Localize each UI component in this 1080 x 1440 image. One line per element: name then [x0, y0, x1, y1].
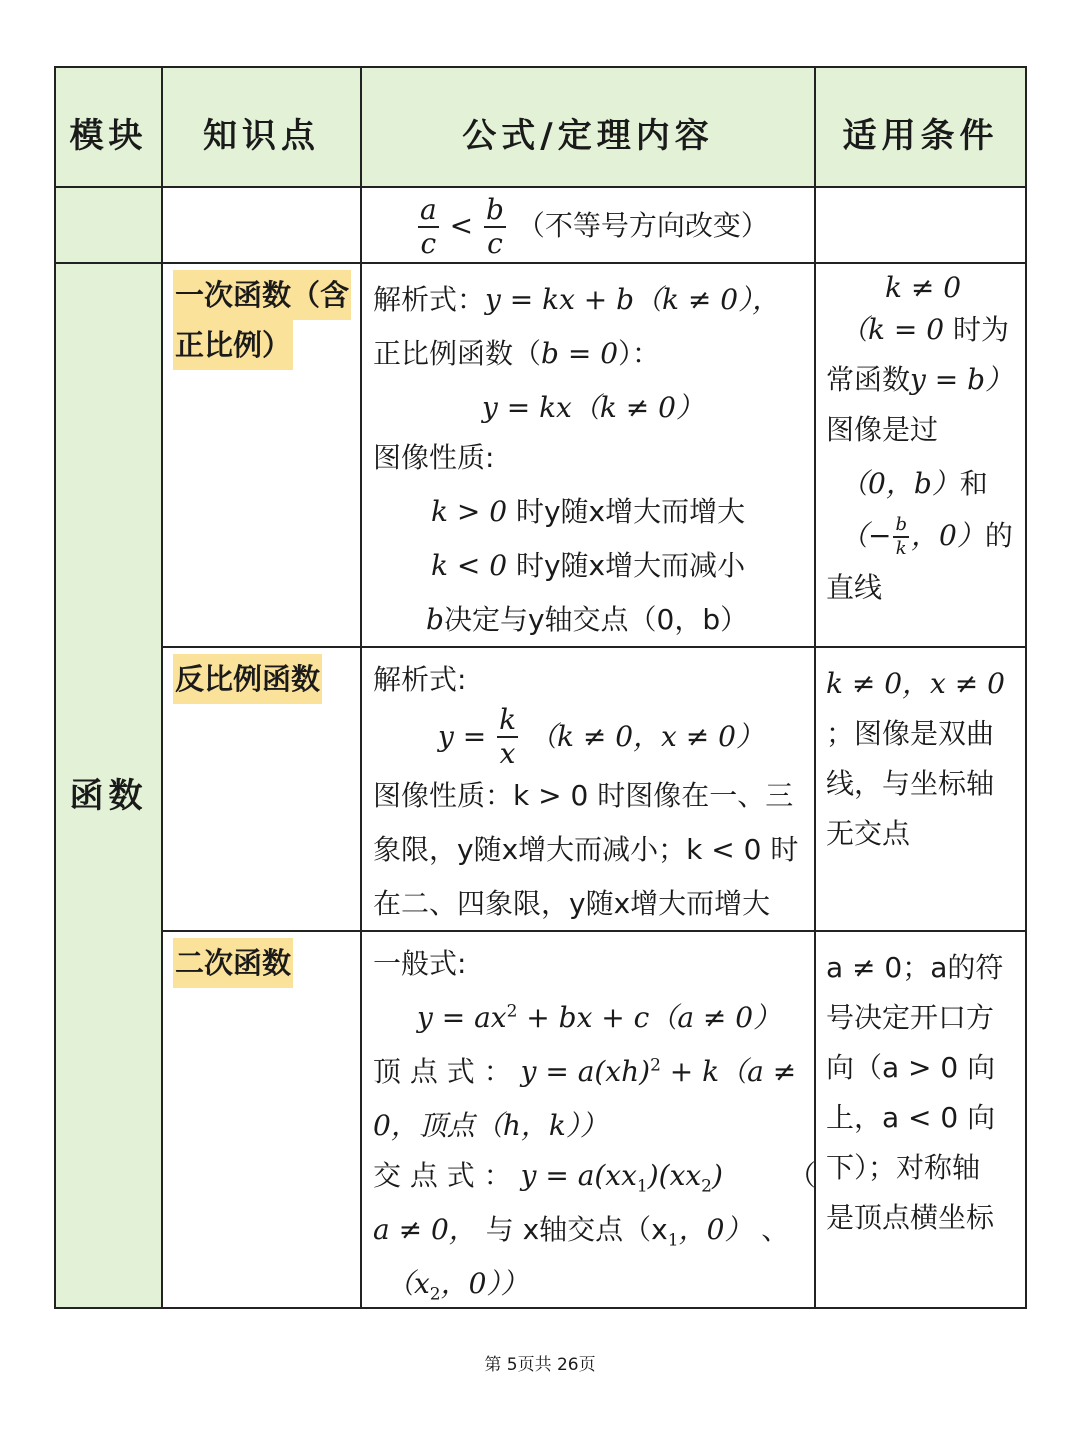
linear-graph-properties: 图像性质:: [373, 441, 495, 474]
fraction-k-over-x: $\frac{k}{x}$: [499, 703, 517, 770]
quadratic-x-intercepts-2: （$x_2$，0））: [386, 1267, 529, 1305]
inverse-properties-1: 图像性质：k > 0 时图像在一、三: [373, 779, 794, 812]
module-function: 函数: [69, 776, 148, 816]
row-divider-3: [162, 930, 1027, 932]
col-divider-2: [360, 66, 362, 1309]
linear-expression: 解析式：y = kx + b（k ≠ 0），: [373, 283, 781, 316]
header-module: 模块: [69, 116, 148, 156]
quadratic-x-intercepts: a ≠ 0， 与 x轴交点（$x_1$，0） 、: [373, 1213, 790, 1251]
fraction-a-over-c: $\frac{a}{c}$: [420, 193, 437, 260]
col-divider-1: [161, 66, 163, 1309]
table-border-left: [54, 66, 56, 1309]
table-border-right: [1025, 66, 1027, 1309]
page-number: 第 5页共 26页: [484, 1355, 596, 1375]
topic-inverse-function: 反比例函数: [173, 654, 322, 704]
table-border-top: [54, 66, 1027, 68]
row-divider-1: [54, 262, 1027, 264]
fraction-b-over-c: $\frac{b}{c}$: [485, 193, 504, 260]
inverse-properties-2: 象限，y随x增大而减小；k < 0 时: [373, 833, 799, 866]
topic-quadratic-function: 二次函数: [173, 938, 293, 988]
linear-cond-constant: 常函数y = b）: [826, 363, 1014, 396]
quadratic-general-formula: $y = ax^2$ + bx + c（a ≠ 0）: [417, 1001, 782, 1034]
inverse-expression-label: 解析式:: [373, 663, 467, 696]
inverse-cond-1: k ≠ 0，x ≠ 0: [826, 667, 1005, 700]
quadratic-intercept-form: 交 点 式 ： $y = a(xx_1)(xx_2)$ （: [373, 1159, 817, 1197]
linear-cond-k-zero: （k = 0 时为: [840, 313, 1009, 346]
inequality-note: （不等号方向改变）: [516, 209, 769, 242]
quadratic-general-label: 一般式:: [373, 947, 467, 980]
inequality-formula: $\frac{a}{c}$ < $\frac{b}{c}$ （不等号方向改变）: [420, 193, 769, 260]
quadratic-cond-3: 向（a > 0 向: [826, 1051, 996, 1084]
inverse-formula: y = $\frac{k}{x}$ （k ≠ 0，x ≠ 0）: [438, 703, 764, 770]
topic-linear-function-line2: 正比例）: [173, 320, 293, 370]
module-column-bg: [55, 187, 162, 1308]
linear-k-negative: k < 0 时y随x增大而减小: [431, 549, 746, 582]
quadratic-cond-4: 上，a < 0 向: [826, 1101, 996, 1134]
header-formula-content: 公式/定理内容: [462, 116, 714, 156]
inverse-cond-2: ；图像是双曲: [826, 717, 995, 750]
proportional-formula: y = kx（k ≠ 0）: [482, 391, 704, 424]
fraction-b-over-k: $\frac{b}{k}$: [895, 514, 907, 559]
proportional-function: 正比例函数（b = 0）：: [373, 337, 661, 370]
inverse-cond-3: 线，与坐标轴: [826, 767, 995, 800]
row-divider-2: [162, 646, 1027, 648]
table-border-bottom: [54, 1307, 1027, 1309]
header-conditions: 适用条件: [842, 116, 999, 156]
inverse-cond-4: 无交点: [826, 817, 911, 850]
header-knowledge-point: 知识点: [203, 116, 320, 156]
linear-cond-k: k ≠ 0: [885, 271, 962, 304]
quadratic-cond-6: 是顶点横坐标: [826, 1201, 995, 1234]
linear-cond-point2: （− $\frac{b}{k}$ ，0）的: [840, 514, 1013, 559]
linear-cond-line: 直线: [826, 571, 883, 604]
linear-cond-point1: （0，b）和: [840, 467, 988, 500]
header-divider: [54, 186, 1027, 188]
quadratic-cond-2: 号决定开口方: [826, 1001, 995, 1034]
quadratic-vertex-form: 顶 点 式 ： y = a(xh)$^2$ + k（a ≠: [373, 1055, 797, 1088]
linear-intercept: b决定与y轴交点（0，b）: [426, 603, 749, 636]
quadratic-vertex: 0，顶点（h，k））: [373, 1109, 608, 1142]
linear-k-positive: k > 0 时y随x增大而增大: [431, 495, 746, 528]
inverse-properties-3: 在二、四象限，y随x增大而增大: [373, 887, 771, 920]
col-divider-3: [814, 66, 816, 1309]
quadratic-cond-1: a ≠ 0；a的符: [826, 951, 1004, 984]
topic-linear-function-line1: 一次函数（含: [173, 270, 351, 320]
quadratic-cond-5: 下）；对称轴: [826, 1151, 981, 1184]
linear-cond-graph: 图像是过: [826, 413, 939, 446]
